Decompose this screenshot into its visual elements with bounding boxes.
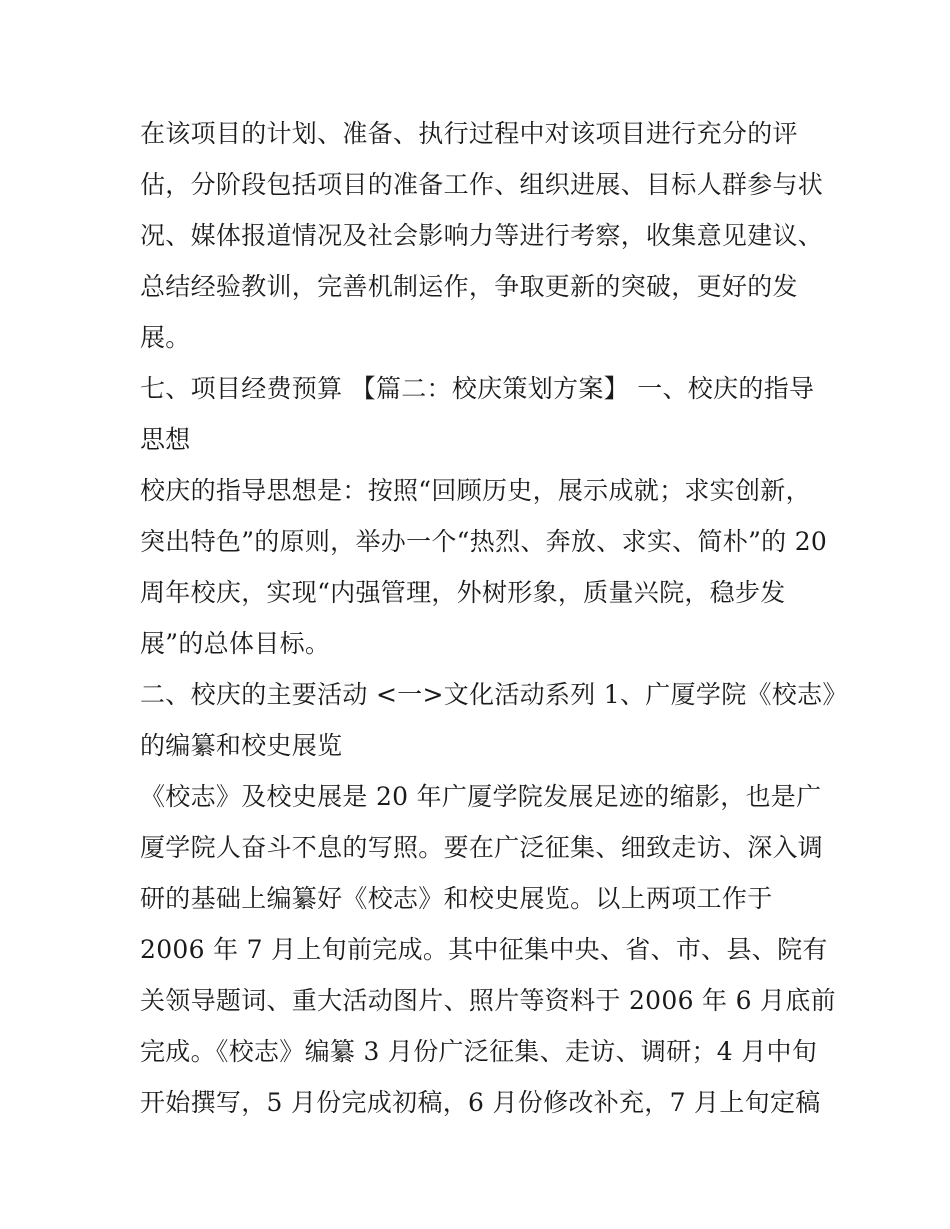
text-line: 展。 bbox=[140, 323, 191, 352]
text-line: 2006 年 7 月上旬前完成。其中征集中央、省、市、县、院有 bbox=[140, 935, 828, 964]
section-heading-line: 二、校庆的主要活动 <一>文化活动系列 1、广厦学院《校志》 bbox=[140, 680, 848, 709]
text-line: 关领导题词、重大活动图片、照片等资料于 2006 年 6 月底前 bbox=[140, 986, 836, 1015]
text-line: 校庆的指导思想是：按照“回顾历史，展示成就；求实创新， bbox=[140, 476, 811, 505]
section-heading-line: 的编纂和校史展览 bbox=[140, 731, 343, 760]
section-heading-line: 七、项目经费预算 【篇二：校庆策划方案】 一、校庆的指导 bbox=[140, 374, 815, 403]
section-heading-line: 思想 bbox=[140, 425, 191, 454]
text-line: 在该项目的计划、准备、执行过程中对该项目进行充分的评 bbox=[140, 119, 798, 148]
document-body bbox=[140, 108, 848, 1128]
text-line: 估，分阶段包括项目的准备工作、组织进展、目标人群参与状 bbox=[140, 170, 824, 199]
text-line: 研的基础上编纂好《校志》和校史展览。以上两项工作于 bbox=[140, 884, 773, 913]
text-line: 《校志》及校史展是 20 年广厦学院发展足迹的缩影，也是广 bbox=[140, 782, 822, 811]
text-line: 开始撰写，5 月份完成初稿，6 月份修改补充，7 月上旬定稿 bbox=[140, 1088, 821, 1117]
text-line: 完成。《校志》编纂 3 月份广泛征集、走访、调研；4 月中旬 bbox=[140, 1037, 818, 1066]
text-line: 突出特色”的原则，举办一个“热烈、奔放、求实、简朴”的 20 bbox=[140, 527, 828, 556]
text-line: 总结经验教训，完善机制运作，争取更新的突破，更好的发 bbox=[140, 272, 798, 301]
text-line: 况、媒体报道情况及社会影响力等进行考察，收集意见建议、 bbox=[140, 221, 824, 250]
text-line: 周年校庆，实现“内强管理，外树形象，质量兴院，稳步发 bbox=[140, 578, 786, 607]
text-line: 展”的总体目标。 bbox=[140, 629, 331, 658]
text-line: 厦学院人奋斗不息的写照。要在广泛征集、细致走访、深入调 bbox=[140, 833, 824, 862]
